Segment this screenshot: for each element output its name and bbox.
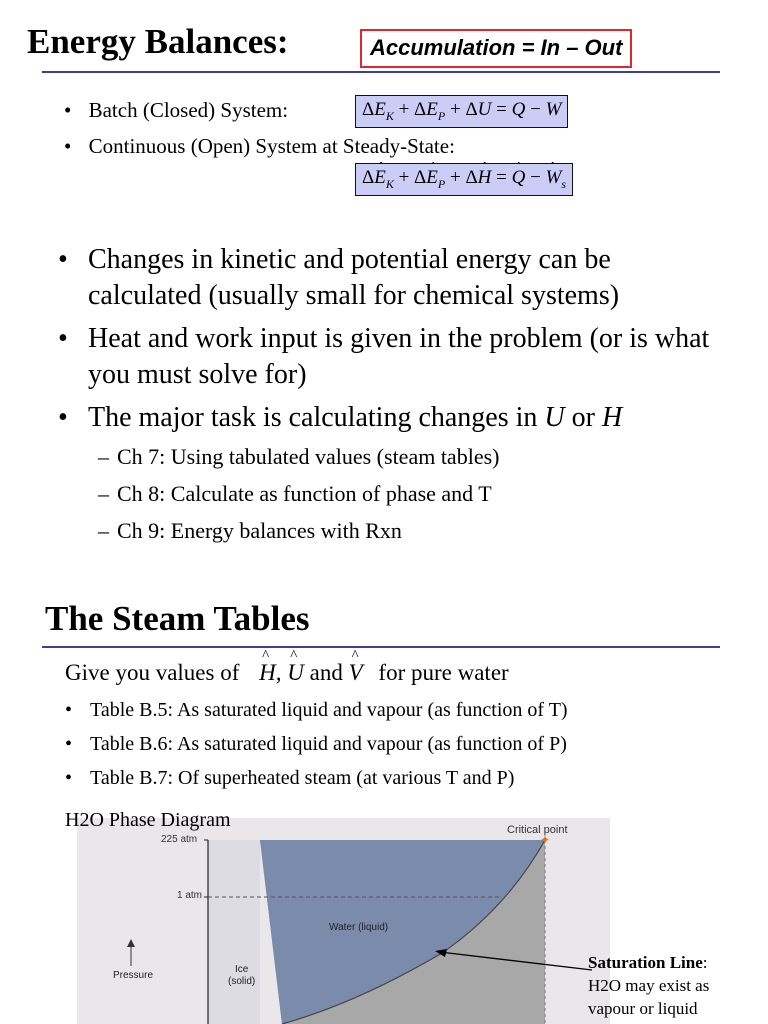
bullet-dot: • (65, 767, 73, 789)
bullet-dot: • (65, 699, 73, 721)
saturation-arrow-line (440, 952, 592, 970)
section-title-energy-balances: Energy Balances: (27, 22, 289, 61)
intro-var-v: ^ V (349, 660, 363, 686)
intro-vars-hu: ^ H, ^ U (259, 660, 304, 685)
big-bullet-1-text: Changes in kinetic and potential energy can be calculated (usually small for chemical systems) (88, 244, 620, 311)
annotation-title-line (588, 951, 709, 974)
batch-label: Batch (Closed) System: (88, 98, 289, 122)
sub-item-text: Ch 8: Calculate as function of phase and T (117, 481, 492, 506)
big-bullet-3 (58, 400, 718, 436)
big-bullet-3-var-u: U (544, 402, 565, 433)
table-b6 (65, 733, 567, 756)
annotation-colon: : (702, 953, 708, 972)
sub-item-ch9 (98, 518, 402, 544)
section2-rule (42, 646, 720, 648)
annotation-title: Saturation Line (588, 953, 703, 972)
pressure-axis-label: Pressure (113, 970, 154, 981)
bullet-dot: • (58, 244, 68, 275)
big-bullet-3-var-h: H (601, 402, 623, 433)
big-bullet-2 (58, 321, 718, 393)
continuous-equation: $\Delta\cdot E_K + \Delta\cdot E_P + \Delta\cdot H$ = · Q − · $W_s$ (355, 163, 573, 196)
dash: – (98, 481, 109, 506)
pressure-arrow-head (127, 939, 135, 947)
phase-diagram (77, 818, 610, 1024)
intro-post: for pure water (378, 660, 509, 685)
bullet-dot: • (64, 134, 72, 158)
critical-point-marker: ✦ (539, 833, 551, 847)
solid-region (208, 840, 260, 1024)
saturation-arrow-head (435, 949, 447, 957)
bullet-dot: • (58, 402, 68, 433)
big-bullet-3-text (88, 400, 718, 436)
bullet-dot: • (65, 733, 73, 755)
intro-and: and (309, 660, 343, 685)
title-rule (42, 71, 720, 73)
bullet-continuous (64, 134, 455, 159)
ice-label-line: (solid) (228, 976, 256, 987)
bullet-batch (64, 98, 288, 123)
sub-item-ch8 (98, 481, 492, 507)
continuous-label: Continuous (Open) System at Steady-State: (88, 134, 455, 158)
table-b5 (65, 699, 568, 722)
batch-equation: $\Delta E_K + \Delta E_P + \Delta U = Q - W$ (355, 95, 568, 128)
big-bullet-1 (58, 242, 718, 314)
table-text: Table B.7: Of superheated steam (at various T and P) (90, 767, 515, 789)
critical-point-label: Critical point (507, 824, 568, 836)
sub-item-text: Ch 9: Energy balances with Rxn (117, 518, 402, 543)
bullet-dot: • (58, 323, 68, 354)
big-bullet-3-part: or (564, 402, 602, 433)
label-225-atm: 225 atm (161, 834, 198, 845)
bullet-dot: • (64, 98, 72, 122)
saturation-annotation (588, 951, 709, 1020)
annotation-line: H2O may exist as (588, 976, 710, 995)
sub-item-ch7 (98, 444, 499, 470)
label-1-atm: 1 atm (177, 890, 203, 901)
intro-pre: Give you values of (65, 660, 240, 685)
table-text: Table B.5: As saturated liquid and vapour (as function of T) (90, 699, 568, 721)
section-title-steam-tables: The Steam Tables (45, 599, 310, 638)
big-bullet-2-text: Heat and work input is given in the problem (or is what you must solve for) (88, 323, 710, 390)
dash: – (98, 518, 109, 543)
ice-label-line: Ice (234, 964, 249, 975)
dash: – (98, 444, 109, 469)
big-bullet-3-part: The major task is calculating changes in (88, 402, 545, 433)
annotation-line: vapour or liquid (588, 999, 698, 1018)
steam-intro (65, 660, 509, 686)
phase-diagram-svg (77, 818, 610, 1024)
sub-item-text: Ch 7: Using tabulated values (steam tables) (117, 444, 500, 469)
water-liquid-label: Water (liquid) (329, 922, 389, 933)
accumulation-box: Accumulation = In – Out (360, 29, 632, 68)
table-b7 (65, 767, 514, 790)
table-text: Table B.6: As saturated liquid and vapour (as function of P) (90, 733, 567, 755)
ice-solid-label (228, 964, 255, 988)
diagram-caption: H2O Phase Diagram (65, 809, 231, 831)
saturation-arrow (420, 940, 595, 990)
